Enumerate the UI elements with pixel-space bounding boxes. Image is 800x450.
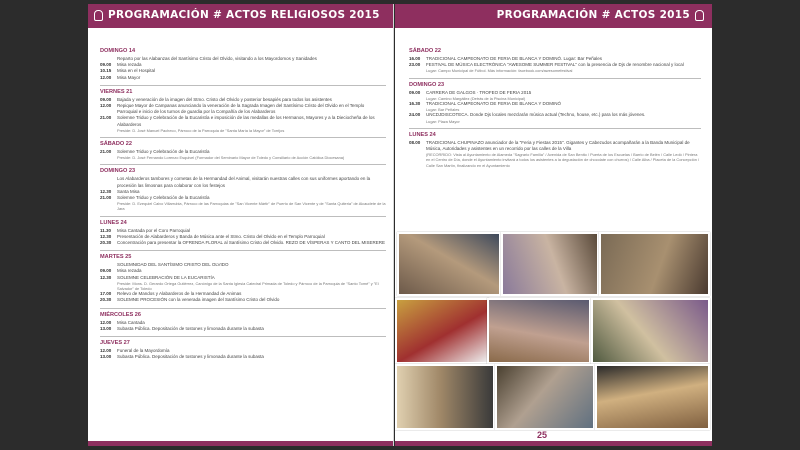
day-block xyxy=(100,250,386,303)
entry-text: SOLEMNIDAD DEL SANTÍSIMO CRISTO DEL OLVIDO xyxy=(117,262,229,268)
day-heading: VIERNES 21 xyxy=(100,85,386,95)
day-block xyxy=(100,216,386,247)
day-heading: LUNES 24 xyxy=(409,128,701,138)
left-schedule xyxy=(100,48,386,365)
schedule-entry xyxy=(409,112,701,118)
entry-text: Repique Mayor de Campanas anunciando la veneración de la Sagrada Imagen del Santísimo Cristo del Olvido en el Templo Parroquial e inicio de los turnos de guardia por la Compañía de los Alabarderos xyxy=(117,103,365,115)
entry-text: Presentación de Alabarderos y Banda de Música ante el Stmo. Cristo del Olvido en el Templo Parroquial xyxy=(117,233,325,239)
day-block xyxy=(409,48,701,74)
entry-text: Bajada y veneración de la imagen del Stmo. Cristo del Olvido y posterior besapiés para todos los asistentes xyxy=(117,96,332,102)
left-page xyxy=(88,4,394,446)
schedule-entry xyxy=(100,75,386,81)
procession-photo-1 xyxy=(501,232,599,296)
shield-icon xyxy=(94,10,103,21)
day-heading: SÁBADO 22 xyxy=(100,137,386,147)
entry-text: Funeral de la Mayordomía xyxy=(117,348,170,354)
gigantes-photo xyxy=(595,364,710,430)
booklet-spread xyxy=(88,4,712,446)
schedule-entry xyxy=(100,297,386,303)
street-crowd-photo xyxy=(495,364,595,430)
entry-time: 12.30 xyxy=(100,233,112,239)
entry-text: Solemne Triduo y Celebración de la Eucaristía e imposición de las medallas de los Hermanos, Mayores y a la Dieciocheña de los Alabarderos xyxy=(117,115,375,127)
entry-time: 20.30 xyxy=(100,297,112,303)
left-header-band xyxy=(88,4,393,28)
crowd-flags-photo xyxy=(591,298,710,364)
entry-text: Santa Misa xyxy=(117,188,140,194)
crowd-square-photo xyxy=(487,298,591,364)
entry-time: 12.00 xyxy=(100,348,112,354)
entry-text: Subasta Pública. Depositación de tostones y limonada durante la subasta xyxy=(117,325,264,331)
entry-time: 09.00 xyxy=(409,89,421,95)
entry-time: 21.00 xyxy=(100,195,112,201)
day-heading: MIÉRCOLES 26 xyxy=(100,308,386,318)
procession-photo-2 xyxy=(599,232,710,296)
right-header-band xyxy=(395,4,712,28)
entry-text: UNCDJDISCOTECA. Donde Djs locales mezclarán música actual (Techno, house, etc.) para los más jóvenes. xyxy=(426,112,646,118)
band-photo xyxy=(395,364,495,430)
entry-text: Los Alabarderos tambores y cornetas de la Hermandad del Animal, visitarán nuestras calles con sus uniformes aportando en la procesión las limosnas para colaborar con los festejos xyxy=(117,176,371,188)
entry-note: Lugar: Plaza Mayor xyxy=(426,118,460,124)
schedule-entry xyxy=(100,115,386,127)
entry-text: CARRERA DE GALGOS · TROFEO DE FERIA 2015 xyxy=(426,89,532,95)
entry-text: Subasta Pública. Depositación de tostones y limonada durante la subasta xyxy=(117,354,264,360)
entry-note: Lugar: Bar Peñales xyxy=(426,107,460,113)
entry-time: 09.00 xyxy=(100,268,112,274)
entry-time: 16.00 xyxy=(409,56,421,61)
entry-text: FESTIVAL DE MÚSICA ELECTRÓNICA "AWESOME SUMMER FESTIVAL" con la presencia de Djs de renombre nacional y local xyxy=(426,62,684,68)
day-heading: DOMINGO 23 xyxy=(100,164,386,174)
day-heading: SÁBADO 22 xyxy=(409,48,442,54)
day-block xyxy=(100,48,386,81)
entry-time: 17.00 xyxy=(100,291,112,297)
day-block xyxy=(409,128,701,168)
entry-text: Misa Cantada xyxy=(117,319,145,325)
entry-text: TRADICIONAL CAMPEONATO DE FERIA DE BLANCA Y DOMINÓ xyxy=(426,101,562,107)
entry-time xyxy=(100,176,117,188)
entry-time: 10.15 xyxy=(100,68,112,74)
entry-text: Solemne Triduo y Celebración de la Eucaristía xyxy=(117,149,210,155)
day-block xyxy=(409,78,701,124)
entry-text: SOLEMNE PROCESIÓN con la venerada imagen del Santísimo Cristo del Olvido xyxy=(117,297,280,303)
entry-time: 20.30 xyxy=(100,240,112,246)
entry-time: 09.00 xyxy=(100,62,112,68)
day-block xyxy=(100,164,386,211)
entry-note: Preside: D. José Manuel Pacheco, Párroco de la Parroquia de "Santa María la Mayor" de Torrijos xyxy=(117,127,285,133)
entry-time: 13.00 xyxy=(100,354,112,360)
entry-note: (RECORRIDO: Vista al Ayuntamiento de Alameda "Sagrario Familia" / Avenida de San Benito / Puerta de los Escuelas / Barrio de Belén / Calle Ledó / Pintera en el Centro de Día, donde el Ayuntamiento invitará a todos los asistentes a la degustación de chocolate con churros) / Calle Alba / Placeta de la Concepción / Calle San Martín, finalizando en el Ayuntamiento xyxy=(426,152,700,168)
entry-text: Misa rezada xyxy=(117,62,142,68)
day-block xyxy=(100,85,386,133)
schedule-entry xyxy=(409,90,701,96)
day-heading: LUNES 24 xyxy=(100,216,386,226)
entry-text: TRADICIONAL CAMPEONATO DE FERIA DE BLANCA Y DOMINÓ. Lugar: Bar Peñales xyxy=(426,56,603,61)
right-page xyxy=(395,4,712,446)
day-block xyxy=(100,336,386,360)
entry-time: 13.00 xyxy=(100,325,112,331)
entry-time: 08.00 xyxy=(409,139,421,145)
entry-text: Solemne Triduo y Celebración de la Eucaristía xyxy=(117,195,210,201)
day-heading: JUEVES 27 xyxy=(100,336,386,346)
entry-time: 12.30 xyxy=(100,188,112,194)
schedule-entry xyxy=(100,275,386,281)
day-block xyxy=(100,308,386,332)
day-heading: DOMINGO 14 xyxy=(100,48,136,54)
entry-text: Misa rezada xyxy=(117,268,142,274)
schedule-entry xyxy=(100,176,386,188)
day-heading: DOMINGO 23 xyxy=(409,78,701,88)
entry-text: Reparto por las Alabanzas del Santísimo Cristo del Olvido, visitando a los Mayordomos y Sanidades xyxy=(117,56,317,61)
entry-note: Preside: D. Ezequiel Calvo Villarrubia, Párroco de las Parroquias de "San Vicente Mártir" de Puerto de San Vicente y de "Santa Quiteria" de Alcaudete de la Jara xyxy=(117,201,386,212)
entry-note: Preside: Mons. D. Gerardo Ortega Gutiérrez, Canónigo de la Santa Iglesia Catedral Primada de Toledo y Párroco de la Parroquia de "Santo Tomé" y "El Salvador" de Toledo xyxy=(117,280,379,292)
entry-time: 24.00 xyxy=(409,112,421,118)
shield-icon xyxy=(695,10,704,21)
flags-photo xyxy=(395,298,489,364)
schedule-entry xyxy=(100,103,386,115)
entry-text: Relevo de Mandos y Alabarderos de la Hermandad de Animas xyxy=(117,291,242,297)
entry-note: Lugar: Campo Municipal de Fútbol. Más información: facebook.com/awesomefestival xyxy=(426,68,573,74)
right-page-title: PROGRAMACIÓN # ACTOS 2015 xyxy=(496,9,690,21)
right-schedule xyxy=(409,48,701,172)
entry-time: 21.00 xyxy=(100,149,112,155)
entry-time: 12.00 xyxy=(100,319,112,325)
right-footer-band xyxy=(395,441,712,446)
entry-note: Lugar: Camino Margállez (Detrás de la Piscina Municipal) xyxy=(426,95,526,101)
entry-text: SOLEMNE CELEBRACIÓN DE LA EUCARISTÍA xyxy=(117,274,215,280)
entry-time: 21.00 xyxy=(100,115,112,121)
schedule-entry xyxy=(100,326,386,332)
entry-time: 11.30 xyxy=(100,227,112,233)
entry-time: 09.00 xyxy=(100,96,112,102)
photo-collage xyxy=(395,230,712,430)
schedule-entry xyxy=(100,240,386,246)
schedule-entry xyxy=(409,140,701,152)
day-heading: MARTES 25 xyxy=(100,250,386,260)
day-block xyxy=(100,137,386,160)
crowd-street-photo xyxy=(397,232,501,296)
entry-note: Preside: D. José Fernando Lorenzo Esquivel (Formador del Seminario Mayor de Toledo y Consiliario de Acción Católica Diocesana) xyxy=(117,155,345,161)
entry-text: Misa Mayor xyxy=(117,74,141,80)
entry-time: 16.30 xyxy=(409,101,421,107)
entry-time: 12.00 xyxy=(100,103,112,109)
entry-text: Misa en el Hospital xyxy=(117,68,156,74)
entry-time: 12.00 xyxy=(100,74,112,80)
left-page-title: PROGRAMACIÓN # ACTOS RELIGIOSOS 2015 xyxy=(108,9,380,21)
entry-text: Concentración para presentar la OFRENDA FLORAL al Santísimo Cristo del Olvido. REZO DE VÍSPERAS Y CANTO DEL MISERERE xyxy=(117,240,386,246)
left-footer-band xyxy=(88,441,393,446)
entry-time: 23.00 xyxy=(409,62,421,68)
entry-text: TRADICIONAL CHUPINAZO anunciador de la "Feria y Fiestas 2015". Gigantes y Cabezudos acompañarán a la Banda Municipal de Música, Autoridades y asistentes en un recorrido por las calles de la Villa xyxy=(426,139,690,152)
entry-text: Misa Cantada por el Coro Parroquial xyxy=(117,227,191,233)
entry-time: 12.30 xyxy=(100,274,112,280)
schedule-entry xyxy=(100,354,386,360)
page-number: 25 xyxy=(537,430,548,440)
